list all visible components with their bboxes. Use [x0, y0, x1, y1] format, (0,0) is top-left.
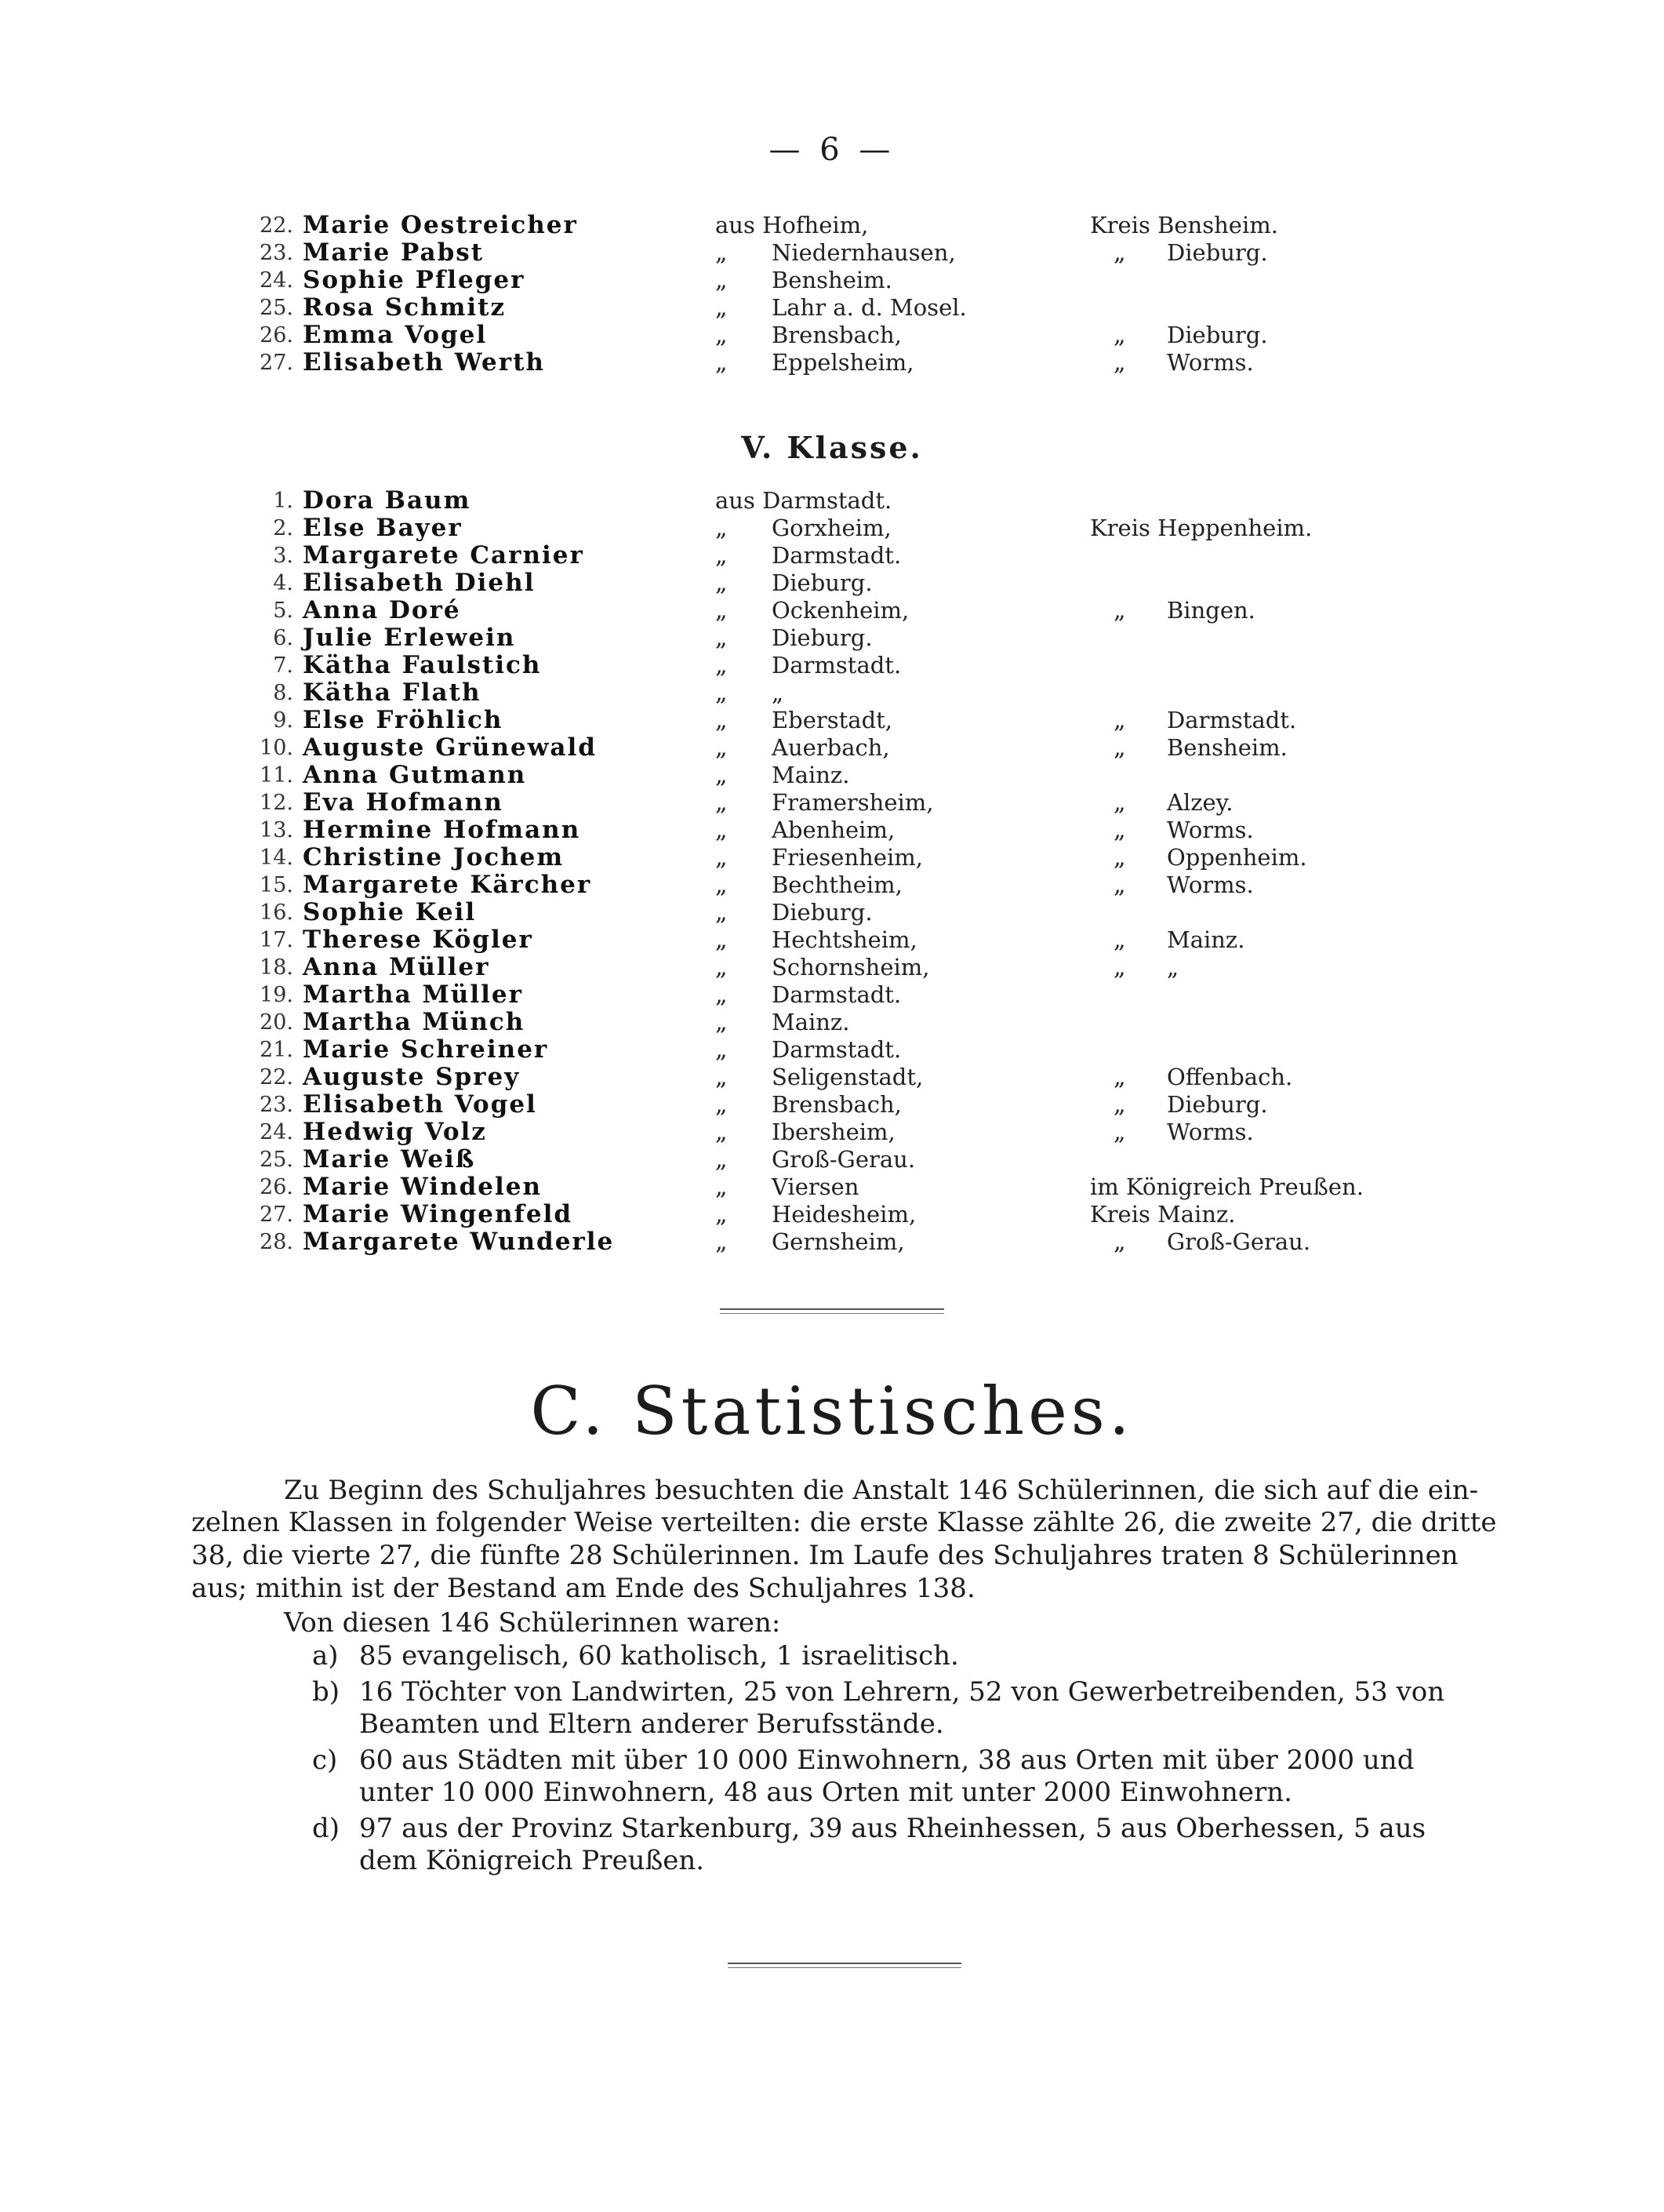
entry-number: 23. [260, 1093, 293, 1117]
entry-number: 25. [260, 1148, 293, 1172]
list-item [0, 569, 1664, 597]
class-five-list [0, 487, 1664, 1256]
paragraph-line: 38, die vierte 27, die fünfte 28 Schülerinnen. Im Laufe des Schuljahres traten 8 Schülerinnen [191, 1540, 1459, 1571]
hometown: Eberstadt, [772, 707, 893, 733]
ditto-mark: „ [715, 954, 728, 981]
list-item [0, 844, 1664, 871]
item-text: 85 evangelisch, 60 katholisch, 1 israelitisch. [359, 1640, 959, 1672]
list-item [0, 954, 1664, 981]
ditto-mark: „ [715, 239, 728, 267]
ditto-mark: „ [715, 597, 728, 624]
list-item [0, 322, 1664, 349]
student-name: Julie Erlewein [303, 624, 516, 652]
entry-number: 9. [273, 708, 293, 733]
ditto-mark: „ [715, 1091, 728, 1119]
entry-number: 20. [260, 1010, 293, 1035]
district: Alzey. [1167, 789, 1233, 816]
entry-number: 27. [260, 1202, 293, 1227]
district: im Königreich Preußen. [1090, 1173, 1364, 1200]
list-item [0, 1201, 1664, 1228]
divider [728, 1963, 961, 1964]
hometown: Lahr a. d. Mosel. [772, 294, 967, 321]
student-name: Hermine Hofmann [303, 816, 581, 844]
hometown: Seligenstadt, [772, 1064, 924, 1090]
entry-number: 4. [273, 571, 293, 595]
entry-number: 8. [273, 681, 293, 705]
hometown: „ [772, 679, 784, 706]
district: Kreis Bensheim. [1090, 212, 1278, 238]
entry-number: 11. [260, 763, 293, 788]
entry-number: 19. [260, 983, 293, 1007]
hometown: Darmstadt. [772, 542, 902, 569]
hometown: aus Hofheim, [715, 212, 869, 238]
ditto-mark: „ [715, 267, 728, 294]
student-name: Martha Münch [303, 1008, 525, 1036]
hometown: Eppelsheim, [772, 349, 914, 376]
item-text: 60 aus Städten mit über 10 000 Einwohnern, 38 aus Orten mit über 2000 und [359, 1744, 1415, 1776]
entry-number: 1. [273, 489, 293, 513]
student-name: Kätha Flath [303, 679, 481, 707]
class-heading: V. Klasse. [741, 430, 923, 465]
ditto-mark: „ [715, 652, 728, 679]
ditto-mark: „ [715, 926, 728, 954]
entry-number: 24. [260, 268, 293, 293]
hometown: Ockenheim, [772, 597, 910, 624]
list-item [0, 239, 1664, 267]
student-name: Marie Wingenfeld [303, 1200, 573, 1228]
ditto-mark: „ [715, 515, 728, 542]
entry-number: 28. [260, 1230, 293, 1254]
entry-number: 22. [260, 1065, 293, 1090]
list-item [0, 926, 1664, 954]
hometown: Gernsheim, [772, 1228, 905, 1255]
item-text: 97 aus der Provinz Starkenburg, 39 aus Rheinhessen, 5 aus Oberhessen, 5 aus [359, 1813, 1426, 1844]
ditto-mark: „ [1114, 1119, 1126, 1146]
list-item [0, 515, 1664, 542]
item-label: b) [312, 1676, 340, 1708]
divider [728, 1967, 961, 1968]
student-name: Sophie Pfleger [303, 266, 525, 294]
hometown: Darmstadt. [772, 1036, 902, 1063]
hometown: Auerbach, [772, 734, 890, 761]
item-text: dem Königreich Preußen. [359, 1845, 705, 1876]
ditto-mark: „ [715, 542, 728, 569]
ditto-mark: „ [1114, 954, 1126, 981]
hometown: Heidesheim, [772, 1201, 917, 1228]
ditto-mark: „ [715, 1036, 728, 1064]
entry-number: 22. [260, 213, 293, 238]
student-name: Anna Müller [303, 953, 490, 981]
district: Oppenheim. [1167, 844, 1307, 871]
district: Darmstadt. [1167, 707, 1297, 733]
entry-number: 25. [260, 296, 293, 320]
student-name: Sophie Keil [303, 898, 477, 926]
entry-number: 7. [273, 653, 293, 678]
ditto-mark: „ [715, 679, 728, 707]
student-name: Marie Pabst [303, 238, 485, 267]
hometown: Abenheim, [772, 817, 896, 843]
paragraph-line: aus; mithin ist der Bestand am Ende des Schuljahres 138. [191, 1573, 976, 1604]
entry-number: 21. [260, 1038, 293, 1062]
hometown: Darmstadt. [772, 981, 902, 1008]
student-name: Therese Kögler [303, 926, 533, 954]
student-name: Kätha Faulstich [303, 651, 542, 679]
hometown: Bechtheim, [772, 871, 903, 898]
district: „ [1167, 954, 1179, 980]
ditto-mark: „ [715, 1173, 728, 1201]
entry-number: 24. [260, 1120, 293, 1144]
student-name: Auguste Grünewald [303, 733, 597, 762]
list-item [0, 1091, 1664, 1119]
entry-number: 15. [260, 873, 293, 897]
hometown: Brensbach, [772, 1091, 902, 1118]
entry-number: 18. [260, 955, 293, 980]
entry-number: 16. [260, 900, 293, 925]
student-name: Anna Gutmann [303, 761, 527, 789]
district: Offenbach. [1167, 1064, 1293, 1090]
paragraph-line: zelnen Klassen in folgender Weise verteilten: die erste Klasse zählte 26, die zweite 27, die dritte [191, 1507, 1497, 1538]
ditto-mark: „ [715, 322, 728, 349]
district: Kreis Mainz. [1090, 1201, 1236, 1228]
hometown: Schornsheim, [772, 954, 930, 980]
district: Bensheim. [1167, 734, 1288, 761]
ditto-mark: „ [715, 734, 728, 762]
hometown: Viersen [772, 1173, 859, 1200]
district: Bingen. [1167, 597, 1255, 624]
student-name: Marie Windelen [303, 1173, 543, 1201]
ditto-mark: „ [715, 789, 728, 817]
district: Worms. [1167, 1119, 1254, 1145]
item-label: d) [312, 1813, 340, 1844]
list-item [0, 762, 1664, 789]
ditto-mark: „ [1114, 926, 1126, 954]
list-item [0, 624, 1664, 652]
hometown: Mainz. [772, 762, 850, 788]
entry-number: 17. [260, 928, 293, 952]
district: Dieburg. [1167, 322, 1268, 348]
student-name: Martha Müller [303, 980, 523, 1009]
list-item [0, 652, 1664, 679]
section-heading: C. Statistisches. [530, 1373, 1134, 1450]
list-item [0, 981, 1664, 1009]
entry-number: 5. [273, 598, 293, 623]
student-name: Marie Oestreicher [303, 211, 578, 239]
hometown: aus Darmstadt. [715, 487, 892, 514]
list-item [0, 1036, 1664, 1064]
list-item [0, 734, 1664, 762]
list-item [0, 789, 1664, 817]
ditto-mark: „ [1114, 817, 1126, 844]
hometown: Dieburg. [772, 899, 873, 926]
student-name: Margarete Carnier [303, 541, 584, 569]
ditto-mark: „ [715, 1009, 728, 1036]
list-item [0, 679, 1664, 707]
entry-number: 6. [273, 626, 293, 650]
student-name: Else Bayer [303, 514, 463, 542]
entry-number: 23. [260, 241, 293, 265]
hometown: Gorxheim, [772, 515, 892, 541]
paragraph-line: Zu Beginn des Schuljahres besuchten die Anstalt 146 Schülerinnen, die sich auf die ein- [284, 1475, 1479, 1506]
list-item [0, 267, 1664, 294]
ditto-mark: „ [715, 981, 728, 1009]
list-item [0, 1119, 1664, 1146]
hometown: Groß-Gerau. [772, 1146, 916, 1173]
ditto-mark: „ [715, 844, 728, 871]
ditto-mark: „ [1114, 734, 1126, 762]
ditto-mark: „ [715, 871, 728, 899]
student-name: Rosa Schmitz [303, 293, 507, 322]
student-name: Margarete Wunderle [303, 1228, 615, 1256]
student-name: Eva Hofmann [303, 788, 503, 817]
entry-number: 12. [260, 791, 293, 815]
list-item [0, 597, 1664, 624]
district: Worms. [1167, 349, 1254, 376]
hometown: Dieburg. [772, 569, 873, 596]
ditto-mark: „ [715, 349, 728, 377]
student-name: Marie Weiß [303, 1145, 476, 1173]
student-name: Elisabeth Werth [303, 348, 545, 377]
district: Worms. [1167, 871, 1254, 898]
list-item [0, 817, 1664, 844]
list-item [0, 1146, 1664, 1173]
ditto-mark: „ [1114, 349, 1126, 377]
hometown: Bensheim. [772, 267, 892, 293]
entry-number: 3. [273, 544, 293, 568]
paragraph-line: Von diesen 146 Schülerinnen waren: [284, 1607, 781, 1639]
ditto-mark: „ [715, 707, 728, 734]
ditto-mark: „ [1114, 597, 1126, 624]
list-item [0, 1009, 1664, 1036]
list-item [0, 542, 1664, 569]
ditto-mark: „ [715, 1228, 728, 1256]
hometown: Friesenheim, [772, 844, 923, 871]
hometown: Framersheim, [772, 789, 934, 816]
divider [720, 1313, 944, 1314]
ditto-mark: „ [1114, 707, 1126, 734]
page-number: — 6 — [768, 132, 896, 168]
district: Worms. [1167, 817, 1254, 843]
ditto-mark: „ [715, 817, 728, 844]
ditto-mark: „ [1114, 844, 1126, 871]
ditto-mark: „ [715, 1064, 728, 1091]
entry-number: 2. [273, 516, 293, 540]
ditto-mark: „ [1114, 322, 1126, 349]
hometown: Hechtsheim, [772, 926, 917, 953]
student-name: Hedwig Volz [303, 1118, 487, 1146]
item-label: c) [312, 1744, 338, 1776]
student-name: Christine Jochem [303, 843, 565, 871]
ditto-mark: „ [1114, 239, 1126, 267]
list-item [0, 212, 1664, 239]
student-name: Margarete Kärcher [303, 871, 592, 899]
list-item [0, 294, 1664, 322]
ditto-mark: „ [1114, 871, 1126, 899]
entry-number: 13. [260, 818, 293, 842]
ditto-mark: „ [715, 899, 728, 926]
student-name: Emma Vogel [303, 321, 488, 349]
ditto-mark: „ [715, 624, 728, 652]
hometown: Brensbach, [772, 322, 902, 348]
item-text: unter 10 000 Einwohnern, 48 aus Orten mit unter 2000 Einwohnern. [359, 1777, 1292, 1808]
entry-number: 10. [260, 736, 293, 760]
item-label: a) [312, 1640, 339, 1672]
item-text: Beamten und Eltern anderer Berufsstände. [359, 1708, 944, 1740]
student-name: Marie Schreiner [303, 1035, 549, 1064]
hometown: Ibersheim, [772, 1119, 896, 1145]
student-list-continued [0, 212, 1664, 377]
ditto-mark: „ [1114, 1228, 1126, 1256]
ditto-mark: „ [715, 1119, 728, 1146]
list-item [0, 1064, 1664, 1091]
divider [720, 1308, 944, 1310]
list-item [0, 707, 1664, 734]
ditto-mark: „ [715, 294, 728, 322]
student-name: Elisabeth Diehl [303, 569, 536, 597]
list-item [0, 487, 1664, 515]
district: Mainz. [1167, 926, 1245, 953]
ditto-mark: „ [715, 1146, 728, 1173]
list-item [0, 349, 1664, 377]
ditto-mark: „ [1114, 1064, 1126, 1091]
ditto-mark: „ [1114, 789, 1126, 817]
student-name: Elisabeth Vogel [303, 1090, 537, 1119]
entry-number: 26. [260, 1175, 293, 1199]
item-text: 16 Töchter von Landwirten, 25 von Lehrern, 52 von Gewerbetreibenden, 53 von [359, 1676, 1445, 1708]
entry-number: 27. [260, 351, 293, 375]
ditto-mark: „ [715, 569, 728, 597]
entry-number: 14. [260, 846, 293, 870]
ditto-mark: „ [715, 1201, 728, 1228]
student-name: Anna Doré [303, 596, 461, 624]
hometown: Niedernhausen, [772, 239, 956, 266]
district: Groß-Gerau. [1167, 1228, 1311, 1255]
ditto-mark: „ [715, 762, 728, 789]
student-name: Dora Baum [303, 486, 471, 515]
hometown: Dieburg. [772, 624, 873, 651]
hometown: Darmstadt. [772, 652, 902, 679]
list-item [0, 1228, 1664, 1256]
list-item [0, 899, 1664, 926]
hometown: Mainz. [772, 1009, 850, 1035]
district: Dieburg. [1167, 239, 1268, 266]
district: Dieburg. [1167, 1091, 1268, 1118]
ditto-mark: „ [1114, 1091, 1126, 1119]
list-item [0, 871, 1664, 899]
student-name: Auguste Sprey [303, 1063, 521, 1091]
entry-number: 26. [260, 323, 293, 347]
list-item [0, 1173, 1664, 1201]
district: Kreis Heppenheim. [1090, 515, 1313, 541]
student-name: Else Fröhlich [303, 706, 503, 734]
